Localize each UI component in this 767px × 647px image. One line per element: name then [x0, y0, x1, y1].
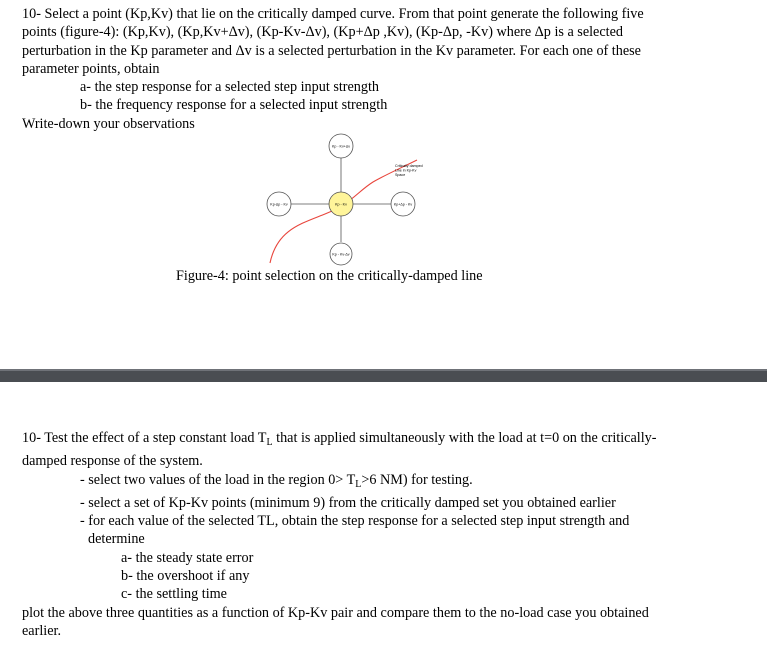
q1-closing: Write-down your observations — [22, 115, 195, 132]
node-bottom-label: Kp - Kv-Δv — [332, 252, 350, 257]
q2-line-1-rest: that is applied simultaneously with the load at t=0 on the critically- — [272, 430, 657, 446]
node-left-label: Kp-Δp - Kv — [270, 202, 288, 207]
q2-bullet-2: - select a set of Kp-Kv points (minimum 9) from the critically damped set you obtained earlier — [80, 494, 616, 511]
node-center — [329, 192, 353, 216]
q2-bullet-3: - for each value of the selected TL, obtain the step response for a selected step input strength and — [80, 513, 630, 530]
annotation-line-1: Critically damped — [395, 164, 423, 168]
q2-item-a: a- the steady state error — [121, 549, 254, 566]
node-right-label: Kp+Δp - Kv — [393, 202, 413, 207]
q1-item-b: b- the frequency response for a selected input strength — [80, 97, 388, 114]
q2-bullet-1 — [22, 471, 748, 494]
q2-item-c: c- the settling time — [121, 586, 227, 603]
q2-closing-line-1: plot the above three quantities as a function of Kp-Kv pair and compare them to the no-load case you obtained — [22, 604, 649, 621]
question-10-part-2 — [22, 429, 748, 640]
page-divider-bar — [0, 369, 767, 382]
q2-line-1-text: 10- Test the effect of a step constant load T — [22, 430, 267, 446]
q2-bullet-1-subscript: L — [355, 478, 362, 490]
annotation-line-3: Space — [395, 173, 406, 177]
q1-line-4: parameter points, obtain — [22, 60, 160, 77]
q2-bullet-1-pre: - select two values of the load in the region 0> T — [80, 471, 356, 488]
question-10-part-1 — [22, 5, 746, 133]
q2-bullet-1-post: >6 NM) for testing. — [361, 471, 473, 488]
figure-caption: Figure-4: point selection on the critically-damped line — [176, 268, 483, 284]
q2-item-b: b- the overshoot if any — [121, 568, 250, 585]
kp-kv-point-selection-figure — [255, 130, 455, 266]
q2-determine: determine — [88, 531, 145, 548]
node-left — [267, 192, 291, 216]
q1-item-a: a- the step response for a selected step input strength — [80, 79, 380, 96]
node-center-label: Kp - Kv — [335, 202, 347, 207]
q1-line-3: perturbation in the Kp parameter and Δv is a selected perturbation in the Kv parameter. For each one of these — [22, 42, 641, 59]
q2-line-1-subscript: L — [266, 437, 273, 448]
node-right — [391, 192, 415, 216]
q2-line-1 — [22, 429, 748, 452]
q1-line-2: points (figure-4): (Kp,Kv), (Kp,Kv+Δv), (Kp-Kv-Δv), (Kp+Δp ,Kv), (Kp-Δp, -Kv) where Δp is a selected — [22, 24, 623, 41]
q1-line-1: 10- Select a point (Kp,Kv) that lie on the critically damped curve. From that point generate the following five — [22, 6, 644, 22]
annotation-line-2: Line in Kp-Kv — [395, 168, 417, 173]
node-top-label: Kp - Kv+Δv — [331, 144, 351, 149]
node-top — [329, 134, 353, 158]
q2-line-2: damped response of the system. — [22, 453, 203, 470]
q2-closing-line-2: earlier. — [22, 622, 61, 639]
curve-annotation — [395, 164, 423, 177]
node-bottom — [330, 243, 352, 265]
